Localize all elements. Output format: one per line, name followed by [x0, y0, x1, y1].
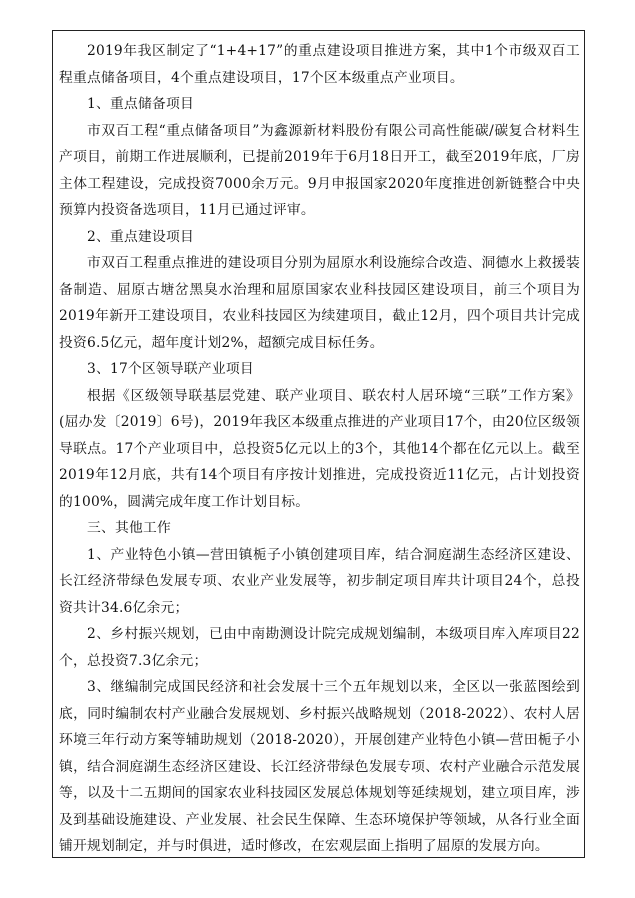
paragraph-characteristic-town: 1、产业特色小镇—营田镇栀子小镇创建项目库，结合洞庭湖生态经济区建设、长江经济带绿色发展专项、农业产业发展等，初步制定项目库共计项目24个，总投资共计34.6亿余元；	[59, 546, 580, 616]
section-heading-key-reserve-projects: 1、重点储备项目	[87, 96, 194, 112]
paragraph-key-construction-projects: 市双百工程重点推进的建设项目分别为屈原水利设施综合改造、洞德水上救援装备制造、屈原古塘岔黑臭水治理和屈原国家农业科技园区建设项目，前三个项目为2019年新开工建设项目，农业科技园区为续建项目，截止12月，四个项目共计完成投资6.5亿元，超年度计划2%，超额完成目标任务。	[59, 255, 580, 351]
intro-paragraph: 2019年我区制定了“1+4+17”的重点建设项目推进方案，其中1个市级双百工程重点储备项目，4个重点建设项目，17个区本级重点产业项目。	[59, 43, 580, 86]
paragraph-key-reserve-projects: 市双百工程“重点储备项目”为鑫源新材料股份有限公司高性能碳/碳复合材料生产项目，前期工作进展顺利，已提前2019年于6月18日开工，截至2019年底，厂房主体工程建设，完成投资7000余万元。9月申报国家2020年度推进创新链整合中央预算内投资备选项目，11月已通过评审。	[59, 122, 580, 218]
section-heading-key-construction-projects: 2、重点建设项目	[87, 228, 194, 245]
paragraph-planning-summary: 3、继编制完成国民经济和社会发展十三个五年规划以来，全区以一张蓝图绘到底，同时编制农村产业融合发展规划、乡村振兴战略规划（2018-2022）、农村人居环境三年行动方案等辅助规划（2018-2020），开展创建产业特色小镇—营田栀子小镇，结合洞庭湖生态经济区建设、长江经济带绿色发展专项、农村产业融合示范发展等，以及十二五期间的国家农业科技园区发展总体规划等延续规划，建立项目库，涉及到基础设施建设、产业发展、社会民生保障、生态环境保护等领域，从各行业全面铺开规划制定，并与时俱进，适时修改，在宏观层面上指明了屈原的发展方向。	[59, 679, 580, 854]
section-heading-district-leader-projects: 3、17个区领导联产业项目	[87, 361, 254, 377]
section-heading-other-work: 三、其他工作	[87, 520, 171, 536]
paragraph-district-leader-projects: 根据《区级领导联基层党建、联产业项目、联农村人居环境“三联”工作方案》(屈办发〔2019〕6号)，2019年我区本级重点推进的产业项目17个，由20位区级领导联点。17个产业项目中，总投资5亿元以上的3个，其他14个都在亿元以上。截至2019年12月底，共有14个项目有序按计划推进，完成投资近11亿元，占计划投资的100%，圆满完成年度工作计划目标。	[59, 387, 580, 510]
paragraph-rural-revitalization: 2、乡村振兴规划，已由中南勘测设计院完成规划编制，本级项目库入库项目22个，总投资7.3亿余元；	[59, 626, 580, 669]
document-body	[59, 38, 580, 860]
